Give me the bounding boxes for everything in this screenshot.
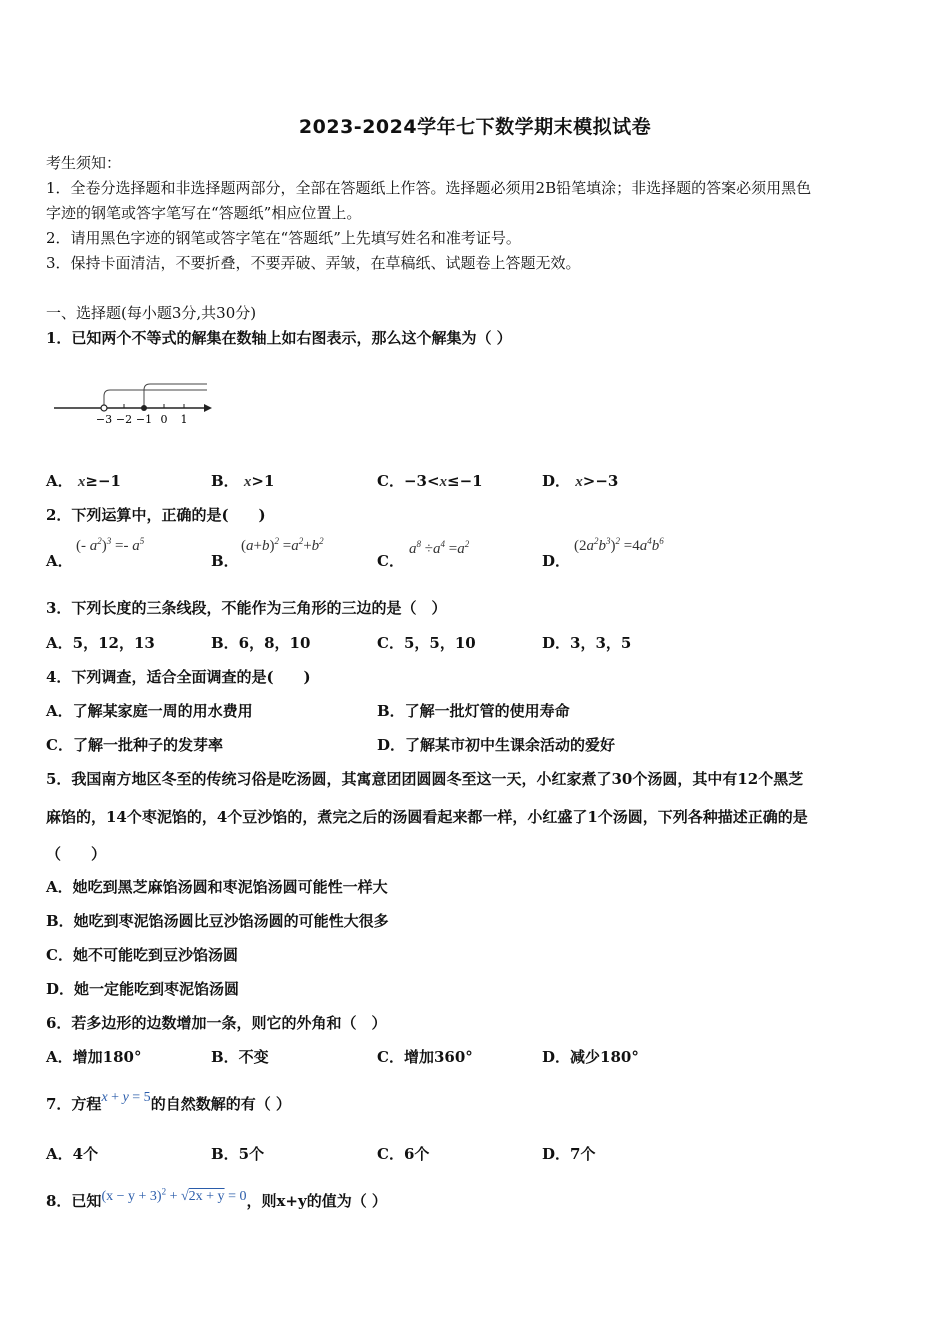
- notice-line-1b: 字迹的钢笔或答字笔写在“答题纸”相应位置上。: [46, 204, 362, 222]
- q7-stem: 7．方程x + y = 5的自然数解的有（ ）: [46, 1090, 291, 1113]
- q2-option-c-label: C．: [377, 552, 404, 570]
- solution-ray-2: [144, 384, 207, 408]
- q5-option-b: B．她吃到枣泥馅汤圆比豆沙馅汤圆的可能性大很多: [46, 912, 389, 930]
- q4-stem: 4．下列调查，适合全面调查的是( ): [46, 668, 311, 686]
- q8-equation: $(x - y + 3)^2 + √2x + y = 0$: [101, 1186, 247, 1204]
- q5-stem-line-2: 麻馅的，14个枣泥馅的，4个豆沙馅的，煮完之后的汤圆看起来都一样，小红盛了1个汤圆，下列各种描述正确的是: [46, 808, 808, 826]
- number-line-figure: [52, 378, 222, 430]
- q4-option-d: D．了解某市初中生课余活动的爱好: [377, 736, 616, 754]
- q2-stem: 2．下列运算中，正确的是( ): [46, 506, 266, 524]
- axis-label-minus-3: −3: [95, 413, 113, 426]
- q2-option-a-label: A．: [46, 552, 73, 570]
- q4-option-b: B．了解一批灯管的使用寿命: [377, 702, 570, 720]
- q2-option-d-label: D．: [542, 552, 571, 570]
- notice-line-3: 3．保持卡面清洁，不要折叠，不要弄破、弄皱，在草稿纸、试题卷上答题无效。: [46, 254, 581, 272]
- axis-label-0: 0: [160, 413, 168, 426]
- page-title: 2023-2024学年七下数学期末模拟试卷: [298, 116, 652, 138]
- q8-stem: 8．已知$(x - y + 3)^2 + √2x + y = 0$，则x+y的值为（ ）: [46, 1186, 387, 1210]
- q7-option-b: B．5个: [211, 1145, 265, 1163]
- notice-line-1a: 1．全卷分选择题和非选择题两部分，全部在答题纸上作答。选择题必须用2B铅笔填涂；非选择题的答案必须用黑色: [46, 179, 812, 197]
- q6-option-c: C．增加360°: [377, 1048, 473, 1066]
- q7-option-c: C．6个: [377, 1145, 430, 1163]
- axis-label-minus-2: −2: [115, 413, 133, 426]
- q1-stem: 1．已知两个不等式的解集在数轴上如右图表示，那么这个解集为（ ）: [46, 329, 512, 347]
- q2-option-d-formula: $(2a^2b^3)^2 =4a^4b^6$: [574, 536, 664, 554]
- solid-point-minus-1: [141, 405, 147, 411]
- q6-option-d: D．减少180°: [542, 1048, 639, 1066]
- q1-option-b: B． x>1: [211, 472, 275, 490]
- q2-option-b-label: B．: [211, 552, 239, 570]
- q7-option-a: A．4个: [46, 1145, 99, 1163]
- q1-option-a: A． x≥−1: [46, 472, 121, 490]
- solution-ray-1: [104, 390, 207, 408]
- q3-option-a: A．5，12，13: [46, 634, 155, 652]
- q6-stem: 6．若多边形的边数增加一条，则它的外角和（ ）: [46, 1014, 387, 1032]
- q1-option-c: C．−3<x≤−1: [377, 472, 483, 490]
- q5-stem-line-3: （ ）: [46, 845, 107, 863]
- q7-option-d: D．7个: [542, 1145, 596, 1163]
- q1-option-d: D． x>−3: [542, 472, 619, 490]
- q7-equation: x + y = 5: [101, 1090, 151, 1105]
- q3-option-c: C．5，5，10: [377, 634, 476, 652]
- q5-option-a: A．她吃到黑芝麻馅汤圆和枣泥馅汤圆可能性一样大: [46, 878, 388, 896]
- q3-option-b: B．6，8，10: [211, 634, 311, 652]
- q3-stem: 3．下列长度的三条线段，不能作为三角形的三边的是（ ）: [46, 599, 447, 617]
- q2-option-a-formula: (- $a^2)^3 =- a^5$: [76, 536, 145, 554]
- q3-option-d: D．3，3，5: [542, 634, 632, 652]
- q4-option-a: A．了解某家庭一周的用水费用: [46, 702, 253, 720]
- section-heading: 一、选择题(每小题3分,共30分): [46, 304, 257, 322]
- q2-option-c-formula: $a^8 \div a^4 =a^2$: [409, 539, 470, 557]
- axis-label-1: 1: [180, 413, 188, 426]
- notice-heading: 考生须知：: [46, 154, 122, 172]
- notice-line-2: 2．请用黑色字迹的钢笔或答字笔在“答题纸”上先填写姓名和准考证号。: [46, 229, 521, 247]
- q6-option-a: A．增加180°: [46, 1048, 142, 1066]
- axis-label-minus-1: −1: [135, 413, 153, 426]
- q6-option-b: B．不变: [211, 1048, 269, 1066]
- q5-option-d: D．她一定能吃到枣泥馅汤圆: [46, 980, 240, 998]
- number-line-arrow: [204, 404, 212, 412]
- q4-option-c: C．了解一批种子的发芽率: [46, 736, 223, 754]
- open-point-minus-3: [101, 405, 107, 411]
- q2-option-b-formula: $(a+b)^2 =a^2+b^2$: [241, 536, 324, 554]
- q5-stem-line-1: 5．我国南方地区冬至的传统习俗是吃汤圆，其寓意团团圆圆冬至这一天，小红家煮了30个汤圆，其中有12个黑芝: [46, 770, 804, 788]
- q5-option-c: C．她不可能吃到豆沙馅汤圆: [46, 946, 238, 964]
